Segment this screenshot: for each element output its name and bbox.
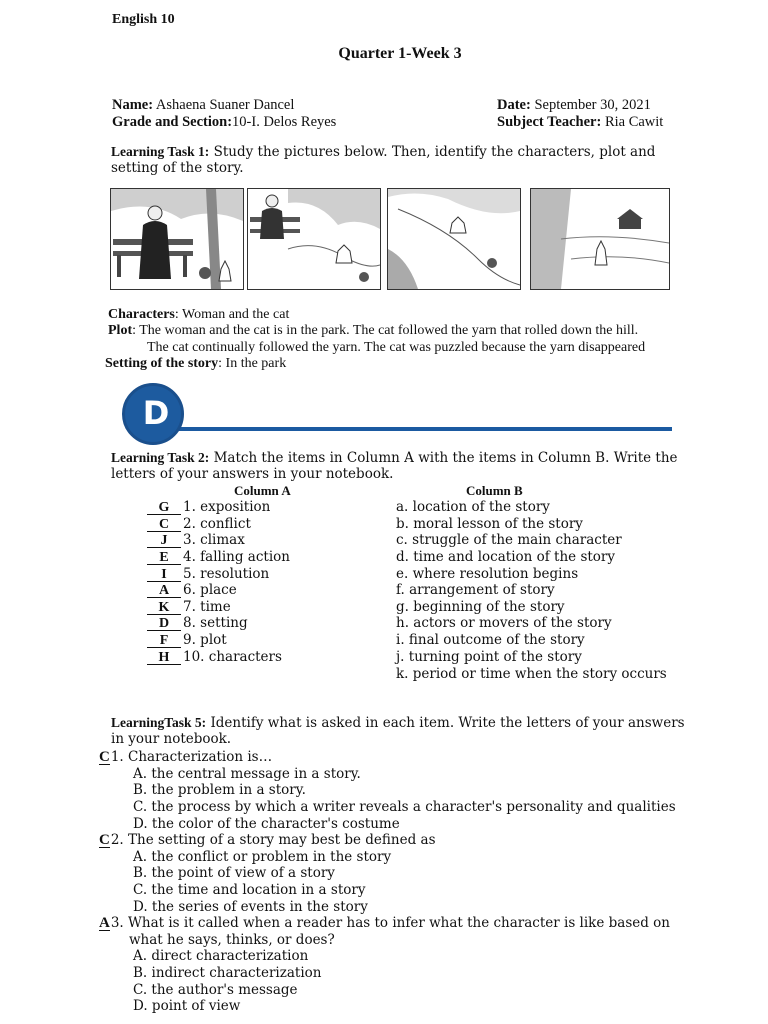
- question-option: C. the time and location in a story: [133, 882, 366, 898]
- grade-line: [112, 114, 336, 131]
- question-option: D. the color of the character's costume: [133, 816, 400, 832]
- column-a-text: 3. climax: [183, 532, 245, 548]
- column-a-text: 9. plot: [183, 632, 227, 648]
- column-a-text: 5. resolution: [183, 566, 270, 582]
- column-a-text: 1. exposition: [183, 499, 271, 515]
- question-option: A. the central message in a story.: [133, 766, 361, 782]
- question-option: B. the problem in a story.: [133, 782, 306, 798]
- column-b-item: j. turning point of the story: [396, 649, 582, 665]
- answer-blank: A: [147, 584, 181, 598]
- column-b-item: k. period or time when the story occurs: [396, 666, 667, 682]
- question-option: C. the author's message: [133, 982, 298, 998]
- date-line: [497, 97, 651, 114]
- answer-blank: F: [147, 634, 181, 648]
- column-b-item: a. location of the story: [396, 499, 550, 515]
- column-a-text: 8. setting: [183, 615, 248, 631]
- setting-value: : In the park: [218, 356, 287, 371]
- answer-blank: G: [147, 501, 181, 515]
- plot-line-2: The cat continually followed the yarn. The cat was puzzled because the yarn disappeared: [147, 340, 646, 355]
- column-b-item: c. struggle of the main character: [396, 532, 622, 548]
- plot-label: Plot: [108, 323, 133, 338]
- task5-text: Identify what is asked in each item. Write the letters of your answers in your notebook.: [111, 715, 685, 747]
- column-a-text: 10. characters: [183, 649, 282, 665]
- question-option: A. the conflict or problem in the story: [133, 849, 392, 865]
- column-b-item: f. arrangement of story: [396, 582, 555, 598]
- task1-instructions: [111, 144, 691, 176]
- name-label: Name:: [112, 97, 154, 113]
- section-badge: [122, 383, 184, 445]
- column-b-item: b. moral lesson of the story: [396, 516, 583, 532]
- answer-blank: E: [147, 551, 181, 565]
- question-text: 1. Characterization is…: [110, 749, 273, 765]
- column-b-item: e. where resolution begins: [396, 566, 579, 582]
- date-value: September 30, 2021: [534, 97, 651, 113]
- setting-label: Setting of the story: [105, 356, 219, 371]
- question-option: C. the process by which a writer reveals a character's personality and qualities: [133, 799, 676, 815]
- characters-line: [108, 307, 289, 323]
- task5-instructions: [111, 715, 691, 747]
- column-b-item: g. beginning of the story: [396, 599, 565, 615]
- setting-line: [105, 356, 286, 372]
- column-a-item: [147, 582, 237, 598]
- section-banner: [122, 383, 674, 443]
- task2-label: Learning Task 2:: [111, 450, 210, 465]
- story-picture-2-illustration: [248, 189, 380, 289]
- column-a-item: [147, 549, 290, 565]
- task1-text: Study the pictures below. Then, identify the characters, plot and setting of the story.: [111, 144, 656, 176]
- column-b-item: d. time and location of the story: [396, 549, 616, 565]
- task2-instructions: [111, 450, 691, 482]
- story-picture-4: [530, 188, 670, 290]
- answer-blank: C: [147, 518, 181, 532]
- column-a-item: [147, 599, 231, 615]
- column-a-header: Column A: [234, 483, 291, 498]
- column-a-item: [147, 566, 269, 582]
- teacher-value: Ria Cawit: [604, 114, 664, 130]
- characters-label: Characters: [108, 307, 175, 322]
- answer-blank: J: [147, 534, 181, 548]
- question-option: B. indirect characterization: [133, 965, 322, 981]
- grade-value: 10-I. Delos Reyes: [232, 114, 337, 130]
- teacher-line: [497, 114, 663, 131]
- column-a-text: 4. falling action: [183, 549, 290, 565]
- question-stem: [99, 832, 436, 848]
- subject-label: English 10: [112, 12, 175, 27]
- column-b-header: Column B: [466, 483, 523, 498]
- question-answer: C: [99, 749, 110, 765]
- question-text-continued: what he says, thinks, or does?: [129, 932, 335, 948]
- column-a-item: [147, 516, 251, 532]
- grade-label: Grade and Section:: [112, 114, 233, 130]
- task1-label: Learning Task 1:: [111, 144, 210, 159]
- column-a-item: [147, 532, 245, 548]
- question-stem: [99, 749, 272, 765]
- story-picture-3-illustration: [388, 189, 520, 289]
- column-a-item: [147, 615, 248, 631]
- story-picture-3: [387, 188, 521, 290]
- question-text: 2. The setting of a story may best be defined as: [110, 832, 436, 848]
- page-title: Quarter 1-Week 3: [338, 45, 462, 62]
- date-label: Date:: [497, 97, 531, 113]
- question-option: B. the point of view of a story: [133, 865, 335, 881]
- question-text: 3. What is it called when a reader has to infer what the character is like based on: [110, 915, 671, 931]
- plot-value-1: : The woman and the cat is in the park. The cat followed the yarn that rolled down the hill.: [132, 323, 639, 338]
- answer-blank: D: [147, 617, 181, 631]
- name-line: [112, 97, 294, 114]
- teacher-label: Subject Teacher:: [497, 114, 602, 130]
- column-a-item: [147, 632, 227, 648]
- column-a-item: [147, 649, 282, 665]
- story-picture-1-illustration: [111, 189, 243, 289]
- column-a-text: 6. place: [183, 582, 237, 598]
- question-stem: [99, 915, 670, 931]
- question-option: A. direct characterization: [133, 948, 309, 964]
- column-a-item: [147, 499, 270, 515]
- section-letter: D: [142, 394, 170, 432]
- question-option: D. point of view: [133, 998, 241, 1014]
- column-b-item: h. actors or movers of the story: [396, 615, 612, 631]
- column-b-item: i. final outcome of the story: [396, 632, 585, 648]
- question-option: D. the series of events in the story: [133, 899, 368, 915]
- section-divider: [172, 427, 672, 431]
- story-picture-1: [110, 188, 244, 290]
- question-answer: A: [99, 915, 110, 931]
- story-picture-2: [247, 188, 381, 290]
- name-value: Ashaena Suaner Dancel: [155, 97, 295, 113]
- characters-value: : Woman and the cat: [174, 307, 290, 322]
- task2-text: Match the items in Column A with the items in Column B. Write the letters of your answers in your notebook.: [111, 450, 678, 482]
- column-a-text: 2. conflict: [183, 516, 251, 532]
- task5-label: LearningTask 5:: [111, 715, 207, 730]
- story-picture-4-illustration: [531, 189, 669, 289]
- plot-line-1: [108, 323, 638, 339]
- answer-blank: I: [147, 568, 181, 582]
- question-answer: C: [99, 832, 110, 848]
- answer-blank: H: [147, 651, 181, 665]
- answer-blank: K: [147, 601, 181, 615]
- column-a-text: 7. time: [183, 599, 231, 615]
